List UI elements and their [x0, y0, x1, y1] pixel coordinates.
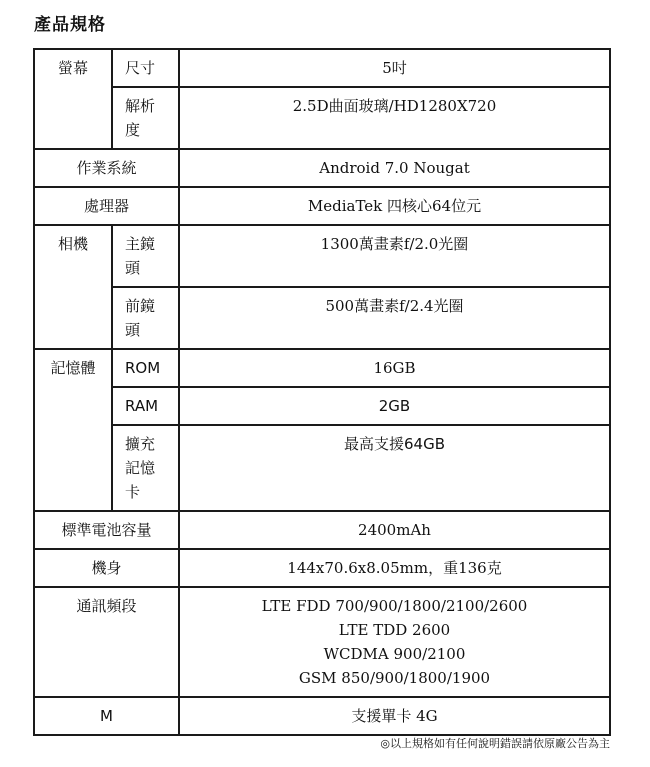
value-size: 5吋	[179, 49, 610, 87]
band-line: GSM 850/900/1800/1900	[298, 669, 491, 687]
value-rom: 16GB	[179, 349, 610, 387]
label-cpu: 處理器	[34, 187, 179, 225]
value-main-camera: 1300萬畫素f/2.0光圈	[179, 225, 610, 287]
value-bands	[179, 587, 610, 697]
table-row	[34, 697, 610, 735]
table-row	[34, 425, 610, 511]
label-ram: RAM	[112, 387, 179, 425]
band-line: LTE TDD 2600	[338, 621, 451, 639]
value-os: Android 7.0 Nougat	[179, 149, 610, 187]
table-row	[34, 149, 610, 187]
value-battery: 2400mAh	[179, 511, 610, 549]
page-title: 產品規格	[34, 15, 106, 35]
label-rom: ROM	[112, 349, 179, 387]
value-memory-card: 最高支援64GB	[179, 425, 610, 511]
value-body: 144x70.6x8.05mm，重136克	[179, 549, 610, 587]
label-memory-card: 擴充記憶卡	[112, 425, 179, 511]
spec-table	[33, 48, 611, 736]
category-camera: 相機	[34, 225, 112, 349]
value-sim: 支援單卡 4G	[179, 697, 610, 735]
table-row	[34, 287, 610, 349]
table-row	[34, 549, 610, 587]
label-sim: M	[34, 697, 179, 735]
table-row	[34, 87, 610, 149]
value-cpu: MediaTek 四核心64位元	[179, 187, 610, 225]
disclaimer-note: ◎以上規格如有任何說明錯誤請依原廠公告為主	[380, 737, 610, 750]
label-body: 機身	[34, 549, 179, 587]
value-ram: 2GB	[179, 387, 610, 425]
table-row	[34, 225, 610, 287]
band-line: LTE FDD 700/900/1800/2100/2600	[261, 597, 528, 615]
band-line: WCDMA 900/2100	[323, 645, 466, 663]
table-row	[34, 349, 610, 387]
label-os: 作業系統	[34, 149, 179, 187]
table-row	[34, 587, 610, 697]
table-row	[34, 511, 610, 549]
table-row	[34, 387, 610, 425]
label-size: 尺寸	[112, 49, 179, 87]
label-front-camera: 前鏡頭	[112, 287, 179, 349]
value-front-camera: 500萬畫素f/2.4光圈	[179, 287, 610, 349]
label-main-camera: 主鏡頭	[112, 225, 179, 287]
label-battery: 標準電池容量	[34, 511, 179, 549]
table-row	[34, 187, 610, 225]
category-memory: 記憶體	[34, 349, 112, 511]
label-bands: 通訊頻段	[34, 587, 179, 697]
table-row	[34, 49, 610, 87]
label-resolution: 解析度	[112, 87, 179, 149]
category-screen: 螢幕	[34, 49, 112, 149]
value-resolution: 2.5D曲面玻璃/HD1280X720	[179, 87, 610, 149]
